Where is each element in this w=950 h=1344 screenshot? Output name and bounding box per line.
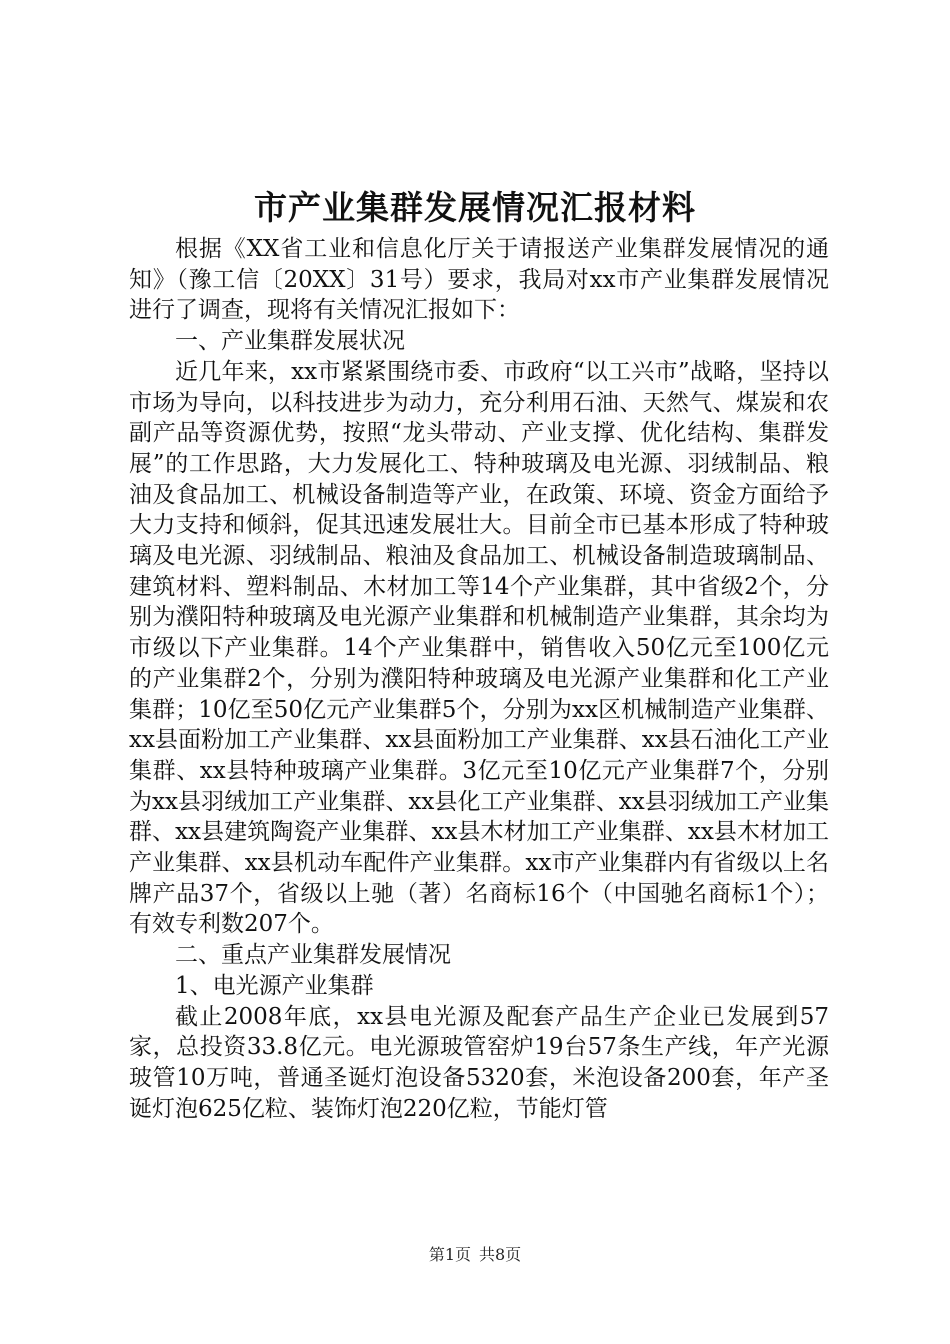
- document-title: 市产业集群发展情况汇报材料: [254, 188, 696, 227]
- intro-paragraph: 根据《XX省工业和信息化厅关于请报送产业集群发展情况的通知》（豫工信〔20XX〕31号）要求，我局对xx市产业集群发展情况进行了调查，现将有关情况汇报如下：: [129, 236, 829, 324]
- section-heading-1: 一、产业集群发展状况: [175, 328, 405, 355]
- section-1-paragraph: 近几年来，xx市紧紧围绕市委、市政府“以工兴市”战略，坚持以市场为导向，以科技进步为动力，充分利用石油、天然气、煤炭和农副产品等资源优势，按照“龙头带动、产业支撑、优化结构、集群发展”的工作思路，大力发展化工、特种玻璃及电光源、羽绒制品、粮油及食品加工、机械设备制造等产业，在政策、环境、资金方面给予大力支持和倾斜，促其迅速发展壮大。目前全市已基本形成了特种玻璃及电光源、羽绒制品、粮油及食品加工、机械设备制造玻璃制品、建筑材料、塑料制品、木材加工等14个产业集群，其中省级2个，分别为濮阳特种玻璃及电光源产业集群和机械制造产业集群，其余均为市级以下产业集群。14个产业集群中，销售收入50亿元至100亿元的产业集群2个，分别为濮阳特种玻璃及电光源产业集群和化工产业集群；10亿至50亿元产业集群5个，分别为xx区机械制造产业集群、xx县面粉加工产业集群、xx县面粉加工产业集群、xx县石油化工产业集群、xx县特种玻璃产业集群。3亿元至10亿元产业集群7个，分别为xx县羽绒加工产业集群、xx县化工产业集群、xx县羽绒加工产业集群、xx县建筑陶瓷产业集群、xx县木材加工产业集群、xx县木材加工产业集群、xx县机动车配件产业集群。xx市产业集群内有省级以上名牌产品37个，省级以上驰（著）名商标16个（中国驰名商标1个）；有效专利数207个。: [129, 358, 829, 938]
- subsection-1-paragraph: 截止2008年底，xx县电光源及配套产品生产企业已发展到57家，总投资33.8亿元。电光源玻管窑炉19台57条生产线，年产光源玻管10万吨，普通圣诞灯泡设备5320套，米泡设备200套，年产圣诞灯泡625亿粒、装饰灯泡220亿粒，节能灯管: [129, 1003, 829, 1122]
- page-footer: [0, 1244, 950, 1266]
- document-body: [129, 234, 829, 1124]
- page-number: 第1页: [428, 1245, 471, 1264]
- section-heading-2: 二、重点产业集群发展情况: [175, 942, 451, 969]
- page-total: 共8页: [479, 1245, 522, 1264]
- subsection-heading-1: 1、电光源产业集群: [175, 972, 374, 999]
